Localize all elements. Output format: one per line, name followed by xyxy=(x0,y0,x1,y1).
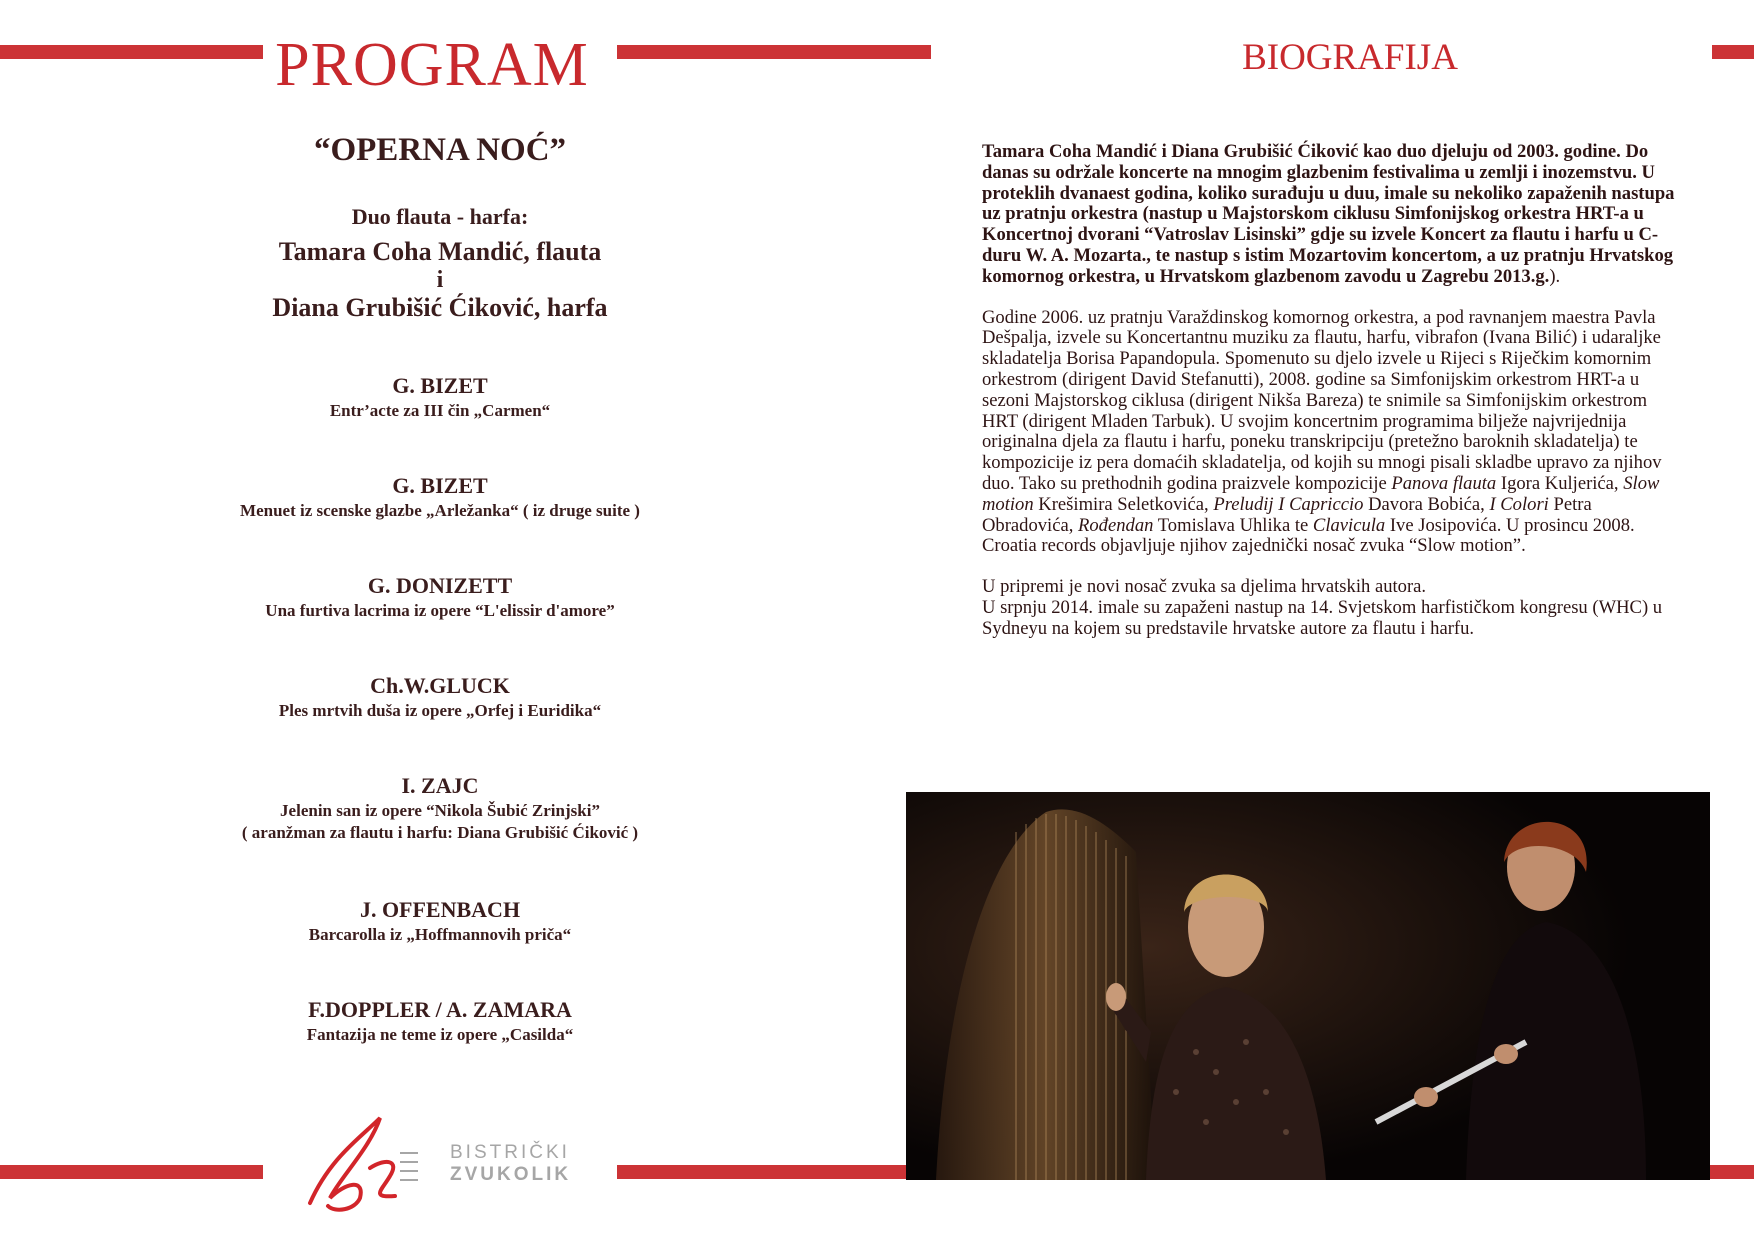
bio-work-title: Clavicula xyxy=(1312,514,1386,536)
top-middle-bar xyxy=(617,45,931,59)
bio-text: Godine 2006. uz pratnju Varaždinskog komornog orkestra, a pod ravnanjem maestra Pavla Dešpalja, izvele su Koncertantnu muziku za flautu, harfu, vibrafon (Ivana Bilić) i udaraljke skladatelja Borisa Papandopula. Spomenuto su djelo izvele u Rijeci s Riječkim komornim orkestrom (dirigent David Stefanutti), 2008. godine sa Simfonijskim orkestrom HRT-a u sezoni Majstorskog ciklusa (dirigent Nikša Bareza) te snimile sa Simfonijskim orkestrom HRT (dirigent Mladen Tarbuk). U svojim koncertnim programima bilježe najvrijednija originalna djela za flautu i harfu, poneku transkripciju (pretežno baroknih skladatelja) te kompozicije iz pera domaćih skladatelja, od kojih su mnogi pisali skladbe upravo za njihov duo. Tako su prethodnih godina praizvele kompozicije xyxy=(982,306,1662,494)
composer: I. ZAJC xyxy=(401,773,479,798)
bottom-left-bar xyxy=(0,1165,263,1179)
bio-paragraph-1 xyxy=(982,142,1682,288)
performer-connector: i xyxy=(436,267,444,293)
program-item xyxy=(140,896,740,946)
work-note: ( aranžman za flautu i harfu: Diana Grubišić Ćiković ) xyxy=(241,823,639,842)
bio-text: Petra Obradovića, xyxy=(982,493,1592,536)
top-left-bar xyxy=(0,45,263,59)
bio-work-title: Rođendan xyxy=(1078,514,1154,536)
program-title: PROGRAM xyxy=(275,31,589,99)
program-item xyxy=(140,572,740,622)
bio-text: Tomislava Uhlika te xyxy=(1153,514,1313,536)
bio-text: Igora Kuljerića, xyxy=(1496,472,1624,494)
composer: G. BIZET xyxy=(392,473,488,498)
top-right-bar xyxy=(1712,45,1754,59)
performer-2: Diana Grubišić Ćiković, harfa xyxy=(272,293,608,322)
composer: G. DONIZETT xyxy=(367,573,513,598)
bottom-middle-bar xyxy=(617,1165,907,1179)
bio-text: Davora Bobića, xyxy=(1363,493,1490,515)
bistricki-zvukolik-logo xyxy=(300,1098,590,1218)
work-title: Entr’acte za III čin „Carmen“ xyxy=(329,401,551,420)
duo-label: Duo flauta - harfa: xyxy=(351,204,529,229)
logo-line-2: ZVUKOLIK xyxy=(450,1164,572,1185)
composer: G. BIZET xyxy=(392,373,488,398)
duo-block xyxy=(140,203,740,323)
duo-photo xyxy=(906,792,1710,1180)
composer: J. OFFENBACH xyxy=(359,897,521,922)
bio-work-title: Panova flauta xyxy=(1391,472,1497,494)
bio-text: U srpnju 2014. imale su zapaženi nastup na 14. Svjetskom harfističkom kongresu (WHC) u Sydneyu na kojem su predstavile hrvatske autore za flautu i harfu. xyxy=(982,596,1663,639)
composer: Ch.W.GLUCK xyxy=(370,673,510,698)
biography-title: BIOGRAFIJA xyxy=(1242,37,1458,78)
work-title: Barcarolla iz „Hoffmannovih priča“ xyxy=(308,925,572,944)
bio-text: U pripremi je novi nosač zvuka sa djelima hrvatskih autora. xyxy=(982,576,1427,598)
work-title: Una furtiva lacrima iz opere “L'elissir d'amore” xyxy=(265,601,615,620)
bio-text: Ive Josipovića. U prosincu 2008. Croatia records objavljuje njihov zajednički nosač zvuka “Slow motion”. xyxy=(982,514,1635,557)
program-item xyxy=(140,472,740,522)
work-title: Fantazija ne teme iz opere „Casilda“ xyxy=(306,1025,574,1044)
work-title: Jelenin san iz opere “Nikola Šubić Zrinjski” xyxy=(280,801,600,820)
performer-1: Tamara Coha Mandić, flauta xyxy=(278,237,602,266)
bio-work-title: Slow motion xyxy=(982,472,1660,515)
composer: F.DOPPLER / A. ZAMARA xyxy=(308,997,572,1022)
program-item xyxy=(140,772,740,844)
bottom-right-bar xyxy=(1710,1165,1754,1179)
bio-paragraph-1-tail: ). xyxy=(1549,265,1561,287)
program-item xyxy=(140,372,740,422)
bio-work-title: Preludij I Capriccio xyxy=(1213,493,1364,515)
program-item xyxy=(140,672,740,722)
work-title: Menuet iz scenske glazbe „Arležanka“ ( iz druge suite ) xyxy=(240,501,640,520)
duo-photo-illustration xyxy=(906,792,1710,1180)
biography-text xyxy=(982,142,1682,660)
bio-paragraph-1-bold: Tamara Coha Mandić i Diana Grubišić Ćiković kao duo djeluju od 2003. godine. Do danas su održale koncerte na mnogim glazbenim festivalima u zemlji i inozemstvu. U proteklih dvanaest godina, koliko surađuju u duu, imale su nekoliko zapaženih nastupa uz pratnju orkestra (nastup u Majstorskom ciklusu Simfonijskog orkestra HRT-a u Koncertnoj dvorani “Vatroslav Lisinski” gdje su izvele Koncert za flautu i harfu u C-duru W. A. Mozarta., te nastup s istim Mozartovim koncertom, a uz pratnju Hrvatskog komornog orkestra, u Hrvatskom glazbenom zavodu u Zagrebu 2013.g. xyxy=(982,141,1675,287)
bio-text: Krešimira Seletkovića, xyxy=(1033,493,1214,515)
logo-line-1: BISTRIČKI xyxy=(450,1142,570,1163)
program-item xyxy=(140,996,740,1046)
bio-paragraph-3 xyxy=(982,577,1682,639)
concert-title: “OPERNA NOĆ” xyxy=(313,132,567,168)
work-title: Ples mrtvih duša iz opere „Orfej i Euridika“ xyxy=(278,701,602,720)
bio-paragraph-2 xyxy=(982,308,1682,558)
bio-work-title: I Colori xyxy=(1489,493,1549,515)
